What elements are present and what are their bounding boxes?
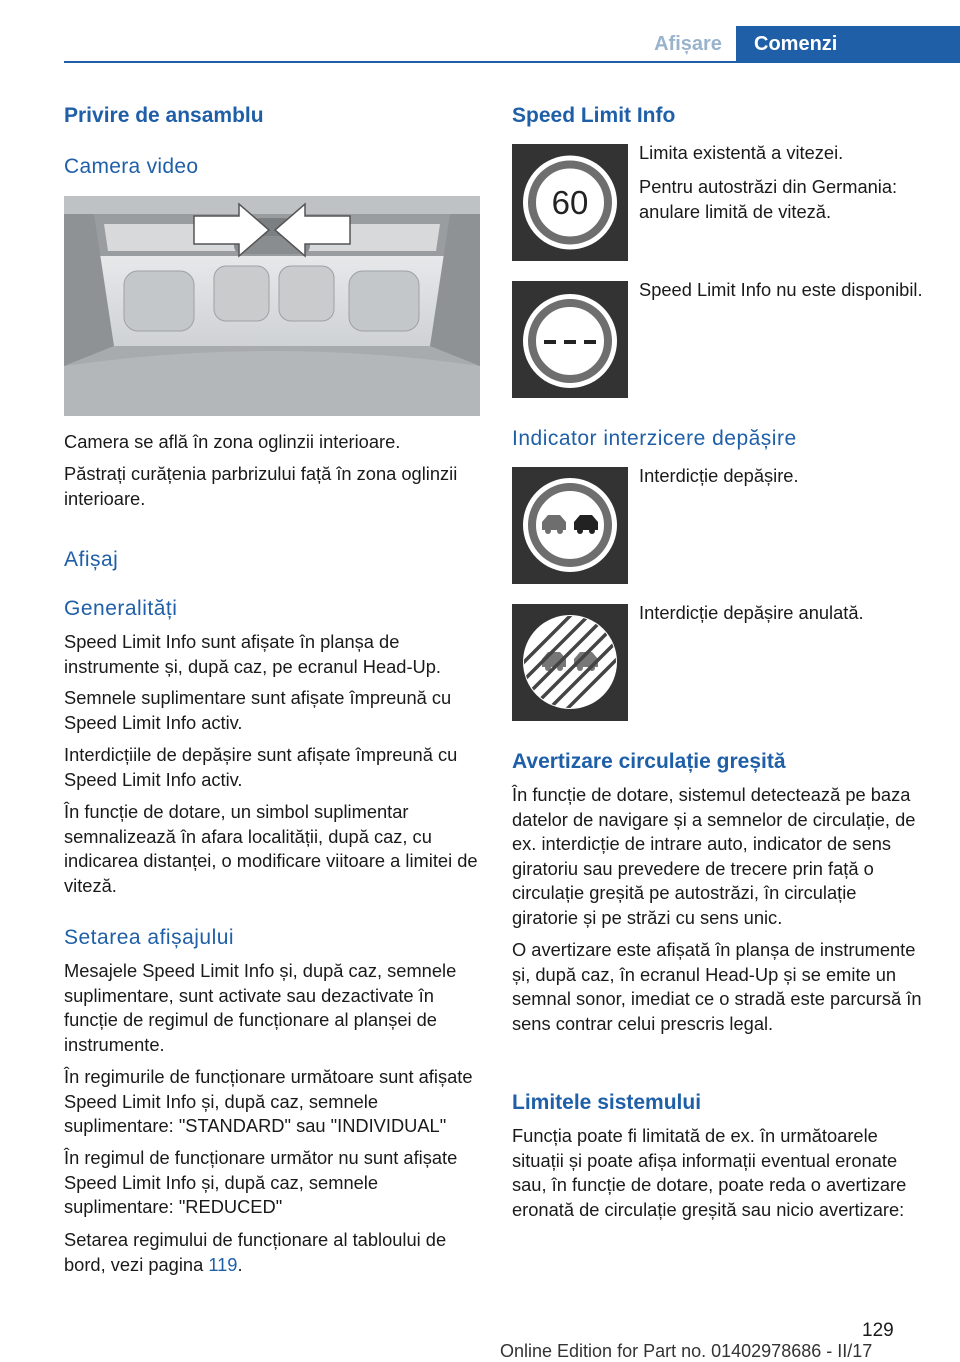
general-paragraph-4: În funcție de dotare, un simbol suplimentar semnalizează în afara localității, după caz, cu indicarea distanței, o modificare viitoare a limitei de viteză. [64,801,478,896]
camera-paragraph-2: Păstrați curățenia parbrizului față în zona oglinzii interioare. [64,463,458,509]
no-overtaking-sign [512,467,628,584]
limits-paragraph-1: Funcția poate fi limitată de ex. în următoarele situații și poate afișa informații eventual eronate sau, în funcție de dotare, poate reda o avertizare eronată de circulație greșită sau nicio avertizare: [512,1125,907,1220]
camera-location-photo [64,196,480,416]
edition-footer: Online Edition for Part no. 01402978686 - II/17 [500,1341,873,1361]
general-paragraph-2: Semnele suplimentare sunt afișate împreună cu Speed Limit Info activ. [64,687,452,733]
setting-paragraph-2: În regimurile de funcționare următoare sunt afișate Speed Limit Info și, după caz, semnele suplimentare: "STANDARD" sau "INDIVIDUAL" [64,1066,473,1136]
tab-comenzi[interactable]: Comenzi [736,26,960,63]
camera-paragraph-1: Camera se află în zona oglinzii interioare. [64,431,401,452]
setting-paragraph-1: Mesajele Speed Limit Info și, după caz, semnele suplimentare, sunt activate sau dezactivate în funcție de regimul de funcționare al planșei de instrumente. [64,960,457,1055]
general-paragraph-1: Speed Limit Info sunt afișate în planșa de instrumente și, după caz, pe ecranul Head-Up. [64,631,441,677]
setting-p4-end: . [237,1253,243,1275]
heading-setting: Setarea afișajului [64,926,235,949]
header-divider [64,61,960,63]
heading-no-overtaking: Indicator interzicere depășire [512,427,797,450]
heading-overview: Privire de ansamblu [64,104,264,127]
heading-camera: Camera video [64,155,199,178]
sign-60-text-1: Limita existentă a vitezei. [639,142,844,163]
general-paragraph-3: Interdicțiile de depășire sunt afișate împreună cu Speed Limit Info activ. [64,744,458,790]
heading-display: Afișaj [64,548,119,571]
page-number: 129 [862,1320,894,1341]
no-overtaking-text: Interdicție depășire. [639,465,799,486]
heading-general: Generalități [64,597,178,620]
sign-unavailable-text: Speed Limit Info nu este disponibil. [639,279,923,300]
heading-speed-limit-info: Speed Limit Info [512,104,676,127]
heading-system-limits: Limitele sistemului [512,1091,702,1114]
heading-wrong-way: Avertizare circulație greșită [512,750,786,773]
tab-afisare[interactable]: Afișare [654,33,722,55]
wrong-way-paragraph-1: În funcție de dotare, sistemul detectează pe baza datelor de navigare și a semnelor de circulație, de ex. interdicție de intrare auto, indicator de sens giratoriu sau prevedere de trecere prin față o circulație greșită pe autostrăzi, în circulație giratorie și pe străzi cu sens unic. [512,784,916,928]
speed-limit-unavailable-sign [512,281,628,398]
wrong-way-paragraph-2: O avertizare este afișată în planșa de instrumente și, după caz, în ecranul Head-Up și se emite un semnal sonor, imediat ce o stradă este parcursă în sens contrar celui prescris legal. [512,939,922,1034]
end-no-overtaking-text: Interdicție depășire anulată. [639,602,864,623]
end-no-overtaking-sign [512,604,628,721]
setting-paragraph-4 [64,1228,480,1277]
sign-60-text-2: Pentru autostrăzi din Germania: anulare limită de viteză. [639,176,898,222]
setting-p4-text: Setarea regimului de funcționare al tabloului de bord, vezi pagina [64,1229,447,1275]
speed-limit-60-value: 60 [551,184,589,221]
speed-limit-60-sign [512,144,628,261]
setting-paragraph-3: În regimul de funcționare următor nu sunt afișate Speed Limit Info și, după caz, semnele suplimentare: "REDUCED" [64,1147,458,1217]
page-119-link[interactable]: 119 [208,1253,238,1275]
